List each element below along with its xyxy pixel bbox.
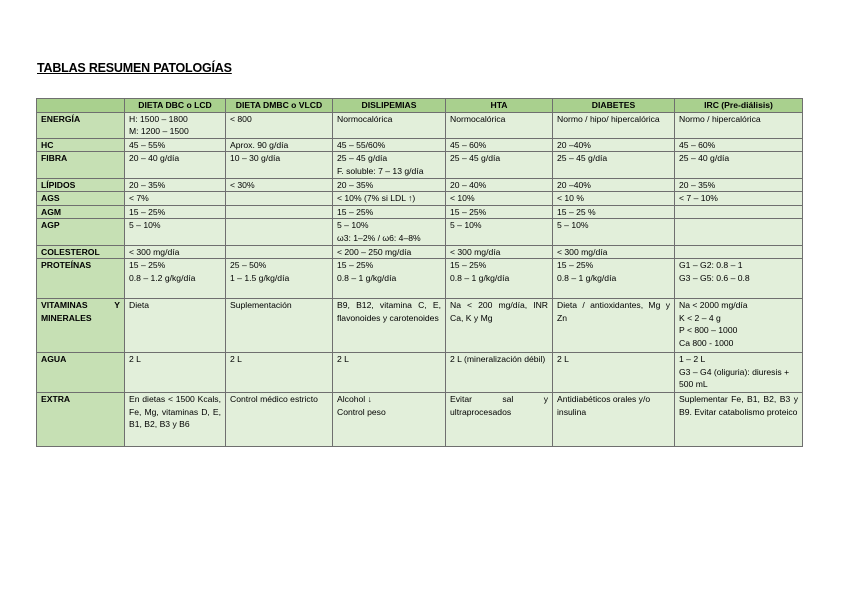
cell-text: 15 – 25% [129,206,166,217]
table-cell [125,245,226,259]
cell-text: G3 – G4 (oliguria): diuresis + 500 mL [679,366,790,390]
row-header-cell: AGP [37,219,125,245]
table-cell [675,205,803,219]
table-cell [446,353,553,393]
column-header: HTA [446,99,553,113]
cell-text: 45 – 55/60% [337,139,386,150]
cell-text: Normo / hipercalórica [679,113,761,124]
table-cell [125,152,226,178]
cell-text: Suplementación [230,300,292,311]
cell-text: Na < 200 mg/día, INR Ca, K y Mg [450,300,548,323]
table-cell [333,245,446,259]
cell-text: 0.8 – 1 g/kg/día [337,272,397,283]
cell-text: 20 –40% [557,139,591,150]
pathology-summary-table [36,98,803,447]
table-cell [333,152,446,178]
table-cell [125,219,226,245]
cell-text: 20 –40% [557,179,591,190]
table-cell [333,393,446,447]
cell-text: Antidiabéticos orales y/o insulina [557,394,651,417]
cell-text: < 10% [450,193,475,204]
table-cell [553,219,675,245]
cell-text: 45 – 60% [679,139,716,150]
row-header-cell: EXTRA [37,393,125,447]
table-cell [333,178,446,192]
table-cell [446,245,553,259]
table-cell [226,205,333,219]
row-header-cell: AGUA [37,353,125,393]
cell-text: 15 – 25% [129,260,166,271]
table-cell [226,259,333,299]
row-header-cell: PROTEÍNAS [37,259,125,299]
cell-text: B9, B12, vitamina C, E, flavonoides y carotenoides [337,300,441,323]
table-cell [675,152,803,178]
column-header: DIETA DMBC o VLCD [226,99,333,113]
table-cell [333,192,446,206]
table-cell [446,192,553,206]
table-cell [226,112,333,138]
header-row [37,99,803,113]
cell-text: 20 – 35% [129,179,166,190]
cell-text: 20 – 40% [450,179,487,190]
cell-text: Suplementar Fe, B1, B2, B3 y B9. Evitar catabolismo proteico [679,394,798,417]
cell-text: Control médico estricto [230,394,318,405]
table-cell [553,259,675,299]
table-cell [125,192,226,206]
cell-text: Dieta [129,300,150,311]
table-cell [446,138,553,152]
cell-text: Aprox. 90 g/día [230,139,289,150]
table-cell [553,138,675,152]
table-cell [675,112,803,138]
table-cell [446,152,553,178]
table-cell [675,299,803,353]
table-cell [446,219,553,245]
table-row [37,259,803,299]
table-cell [446,205,553,219]
cell-text: 15 – 25% [450,206,487,217]
table-cell [553,112,675,138]
table-cell [675,219,803,245]
table-cell [675,245,803,259]
table-row [37,178,803,192]
table-cell [125,259,226,299]
cell-text: 2 L [230,354,242,365]
table-row [37,245,803,259]
header-corner-cell [37,99,125,113]
cell-text: M: 1200 – 1500 [129,126,189,137]
cell-text: ω3: 1–2% / ω6: 4–8% [337,232,421,243]
table-cell [553,192,675,206]
cell-text: Normocalórica [337,113,393,124]
cell-text: 25 – 50% [230,260,267,271]
cell-text: Ca 800 - 1000 [679,337,734,348]
cell-text: Normocalórica [450,113,506,124]
row-header-cell: FIBRA [37,152,125,178]
cell-text: < 10% (7% si LDL ↑) [337,193,416,204]
table-cell [675,393,803,447]
table-cell [446,299,553,353]
cell-text: 0.8 – 1 g/kg/día [557,272,617,283]
table-cell [675,178,803,192]
table-cell [446,112,553,138]
table-row [37,353,803,393]
cell-text: 25 – 45 g/día [337,153,388,164]
cell-text: 5 – 10% [129,220,161,231]
column-header: DISLIPEMIAS [333,99,446,113]
table-cell [125,393,226,447]
page-title: TABLAS RESUMEN PATOLOGÍAS [37,61,232,75]
table-cell [553,205,675,219]
row-header-cell: COLESTEROL [37,245,125,259]
row-header-cell: AGM [37,205,125,219]
cell-text: 15 – 25% [450,260,487,271]
table-cell [333,259,446,299]
cell-text: 1 – 2 L [679,354,706,365]
table-cell [333,205,446,219]
cell-text: 5 – 10% [337,220,369,231]
table-cell [125,178,226,192]
cell-text: P < 800 – 1000 [679,325,738,336]
row-header-cell: HC [37,138,125,152]
cell-text: 20 – 35% [679,179,716,190]
cell-text: < 300 mg/día [450,246,501,257]
table-cell [675,138,803,152]
cell-text: Alcohol ↓ [337,394,372,405]
cell-text: F. soluble: 7 – 13 g/día [337,165,424,176]
cell-text: En dietas < 1500 Kcals, Fe, Mg, vitaminas D, E, B1, B2, B3 y B6 [129,394,221,430]
row-header-cell: AGS [37,192,125,206]
table-cell [125,205,226,219]
table-cell [333,138,446,152]
table-row [37,152,803,178]
cell-text: 2 L [557,354,569,365]
table-cell [226,393,333,447]
table-cell [333,219,446,245]
cell-text: 25 – 40 g/día [679,153,730,164]
cell-text: Evitar sal y ultraprocesados [450,394,548,417]
table-cell [553,299,675,353]
table-cell [675,353,803,393]
cell-text: 0.8 – 1 g/kg/día [450,272,510,283]
table-cell [553,152,675,178]
cell-text: 2 L [337,354,349,365]
cell-text: 5 – 10% [557,220,589,231]
table-row [37,138,803,152]
table-cell [675,192,803,206]
table-cell [553,178,675,192]
table-cell [446,259,553,299]
table-cell [125,138,226,152]
cell-text: 15 – 25% [337,260,374,271]
table-cell [553,353,675,393]
table-cell [333,299,446,353]
cell-text: 20 – 40 g/día [129,153,180,164]
cell-text: 20 – 35% [337,179,374,190]
cell-text: H: 1500 – 1800 [129,113,188,124]
cell-text: < 7% [129,193,149,204]
table-cell [446,393,553,447]
cell-text: K < 2 – 4 g [679,312,721,323]
cell-text: 45 – 60% [450,139,487,150]
cell-text: Control peso [337,406,386,417]
cell-text: 15 – 25 % [557,206,596,217]
cell-text: 2 L [129,354,141,365]
table-cell [226,152,333,178]
cell-text: < 30% [230,179,255,190]
cell-text: 1 – 1.5 g/kg/día [230,272,290,283]
column-header: IRC (Pre-diálisis) [675,99,803,113]
table-cell [675,259,803,299]
cell-text: < 7 – 10% [679,193,718,204]
row-header-cell: LÍPIDOS [37,178,125,192]
cell-text: < 300 mg/día [557,246,608,257]
cell-text: 5 – 10% [450,220,482,231]
table-cell [226,219,333,245]
cell-text: 45 – 55% [129,139,166,150]
cell-text: Normo / hipo/ hipercalórica [557,113,660,124]
table-cell [333,112,446,138]
cell-text: 25 – 45 g/día [557,153,608,164]
cell-text: 15 – 25% [557,260,594,271]
table-row [37,205,803,219]
table-cell [226,299,333,353]
table-cell [553,245,675,259]
cell-text: 10 – 30 g/día [230,153,281,164]
cell-text: 0.8 – 1.2 g/kg/día [129,272,196,283]
table-cell [446,178,553,192]
cell-text: Dieta / antioxidantes, Mg y Zn [557,300,670,323]
cell-text: 15 – 25% [337,206,374,217]
table-row [37,393,803,447]
cell-text: Na < 2000 mg/día [679,300,748,311]
table-row [37,219,803,245]
column-header: DIETA DBC o LCD [125,99,226,113]
row-header-cell: VITAMINAS Y MINERALES [37,299,125,353]
table-cell [226,138,333,152]
table-cell [226,353,333,393]
cell-text: G3 – G5: 0.6 – 0.8 [679,272,750,283]
table-cell [333,353,446,393]
table-row [37,299,803,353]
cell-text: < 300 mg/día [129,246,180,257]
table-cell [226,245,333,259]
table-cell [226,178,333,192]
table-row [37,112,803,138]
cell-text: G1 – G2: 0.8 – 1 [679,260,743,271]
column-header: DIABETES [553,99,675,113]
table-cell [125,112,226,138]
cell-text: < 800 [230,113,252,124]
table-cell [125,299,226,353]
table-cell [553,393,675,447]
cell-text: 2 L (mineralización débil) [450,354,546,365]
cell-text: < 10 % [557,193,584,204]
table-row [37,192,803,206]
cell-text: < 200 – 250 mg/día [337,246,412,257]
table-cell [125,353,226,393]
cell-text: 25 – 45 g/día [450,153,501,164]
row-header-cell: ENERGÍA [37,112,125,138]
table-cell [226,192,333,206]
